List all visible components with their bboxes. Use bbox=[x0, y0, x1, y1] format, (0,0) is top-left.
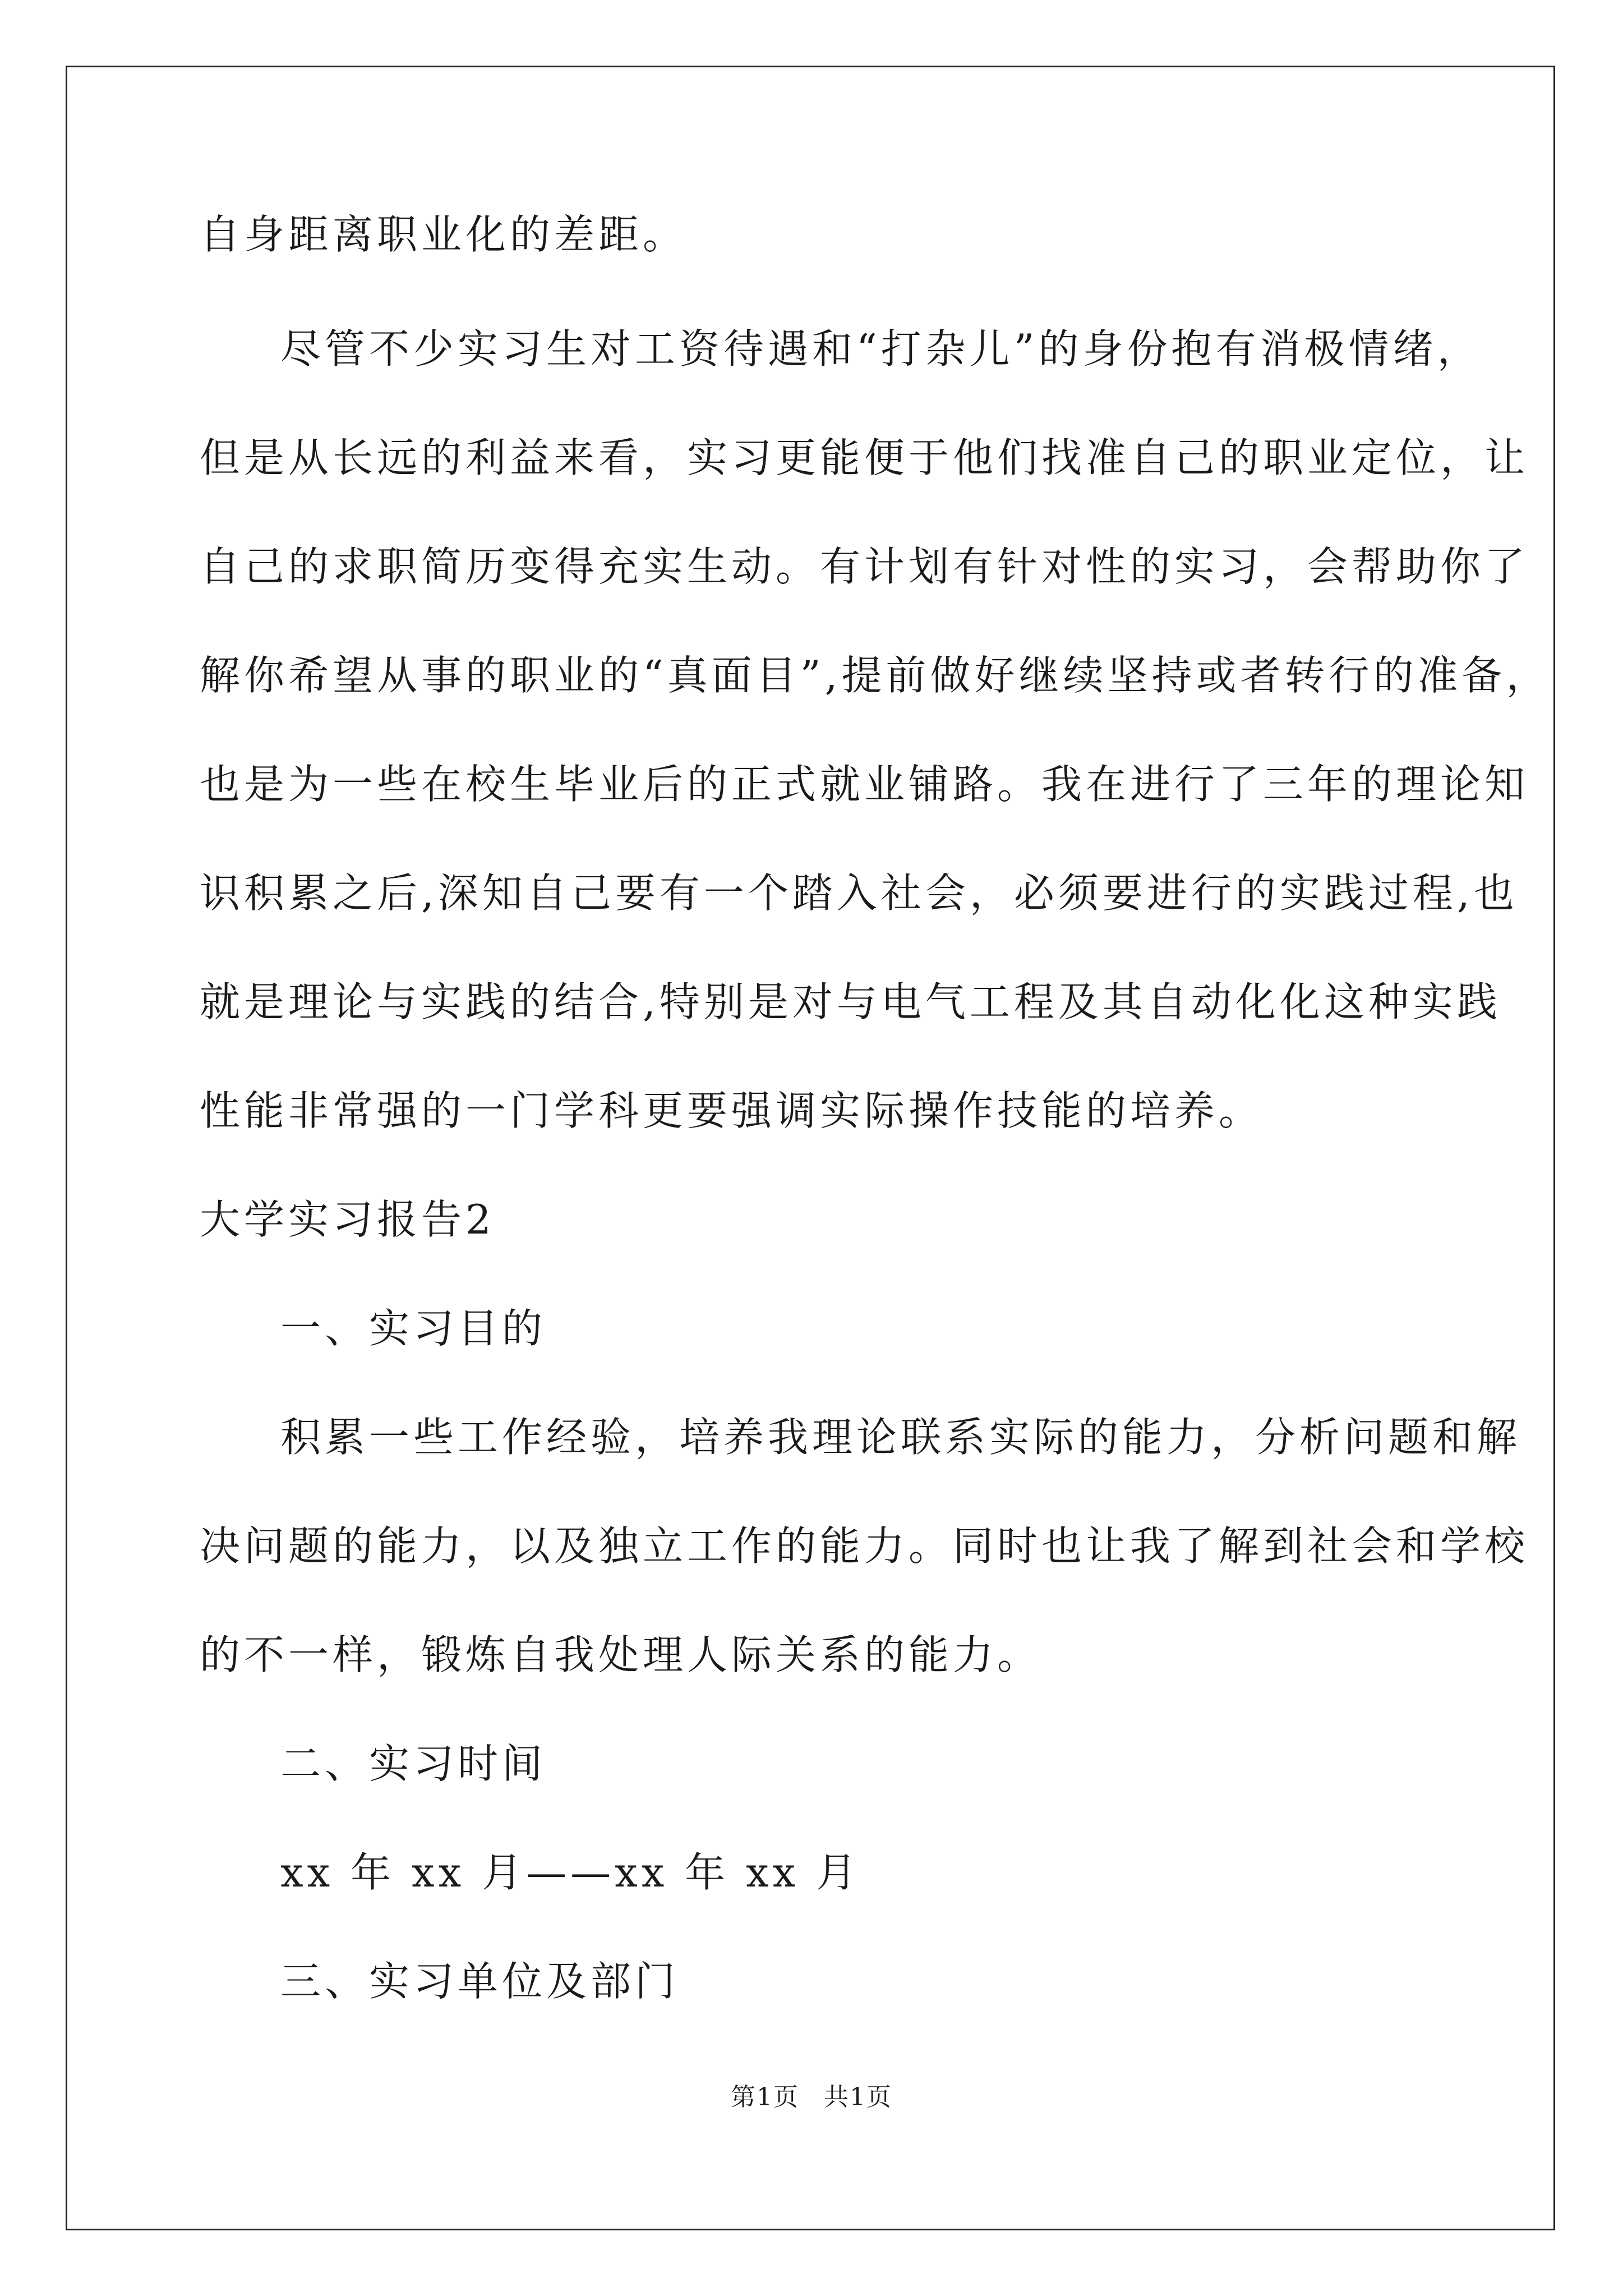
internship-period: xx 年 xx 月——xx 年 xx 月 bbox=[280, 1849, 861, 1896]
heading-purpose: 一、实习目的 bbox=[280, 1305, 547, 1352]
body-line-12: 积累一些工作经验，培养我理论联系实际的能力，分析问题和解 bbox=[280, 1414, 1521, 1461]
body-line-6: 也是为一些在校生毕业后的正式就业铺路。我在进行了三年的理论知 bbox=[200, 761, 1529, 808]
heading-time: 二、实习时间 bbox=[280, 1740, 547, 1787]
body-line-13: 决问题的能力，以及独立工作的能力。同时也让我了解到社会和学校 bbox=[200, 1522, 1529, 1570]
body-line-3: 但是从长远的利益来看，实习更能便于他们找准自己的职业定位，让 bbox=[200, 434, 1529, 481]
body-line-4: 自己的求职简历变得充实生动。有计划有针对性的实习，会帮助你了 bbox=[200, 543, 1529, 590]
heading-unit: 三、实习单位及部门 bbox=[280, 1958, 680, 2005]
body-line-7: 识积累之后,深知自己要有一个踏入社会，必须要进行的实践过程,也 bbox=[200, 869, 1518, 917]
body-line-5: 解你希望从事的职业的“真面目”,提前做好继续坚持或者转行的准备， bbox=[200, 652, 1551, 699]
page-number: 第1页 bbox=[731, 2083, 799, 2111]
body-line-8: 就是理论与实践的结合,特别是对与电气工程及其自动化化这种实践 bbox=[200, 978, 1501, 1025]
page-border bbox=[66, 66, 1555, 2230]
section-title: 大学实习报告2 bbox=[200, 1196, 495, 1243]
body-line-9: 性能非常强的一门学科更要强调实际操作技能的培养。 bbox=[200, 1087, 1264, 1134]
body-line-1: 自身距离职业化的差距。 bbox=[200, 211, 688, 258]
body-line-14: 的不一样，锻炼自我处理人际关系的能力。 bbox=[200, 1631, 1042, 1678]
body-line-2: 尽管不少实习生对工资待遇和“打杂儿”的身份抱有消极情绪， bbox=[280, 325, 1482, 372]
page-total: 共1页 bbox=[824, 2083, 892, 2111]
page-footer bbox=[0, 2081, 1623, 2114]
